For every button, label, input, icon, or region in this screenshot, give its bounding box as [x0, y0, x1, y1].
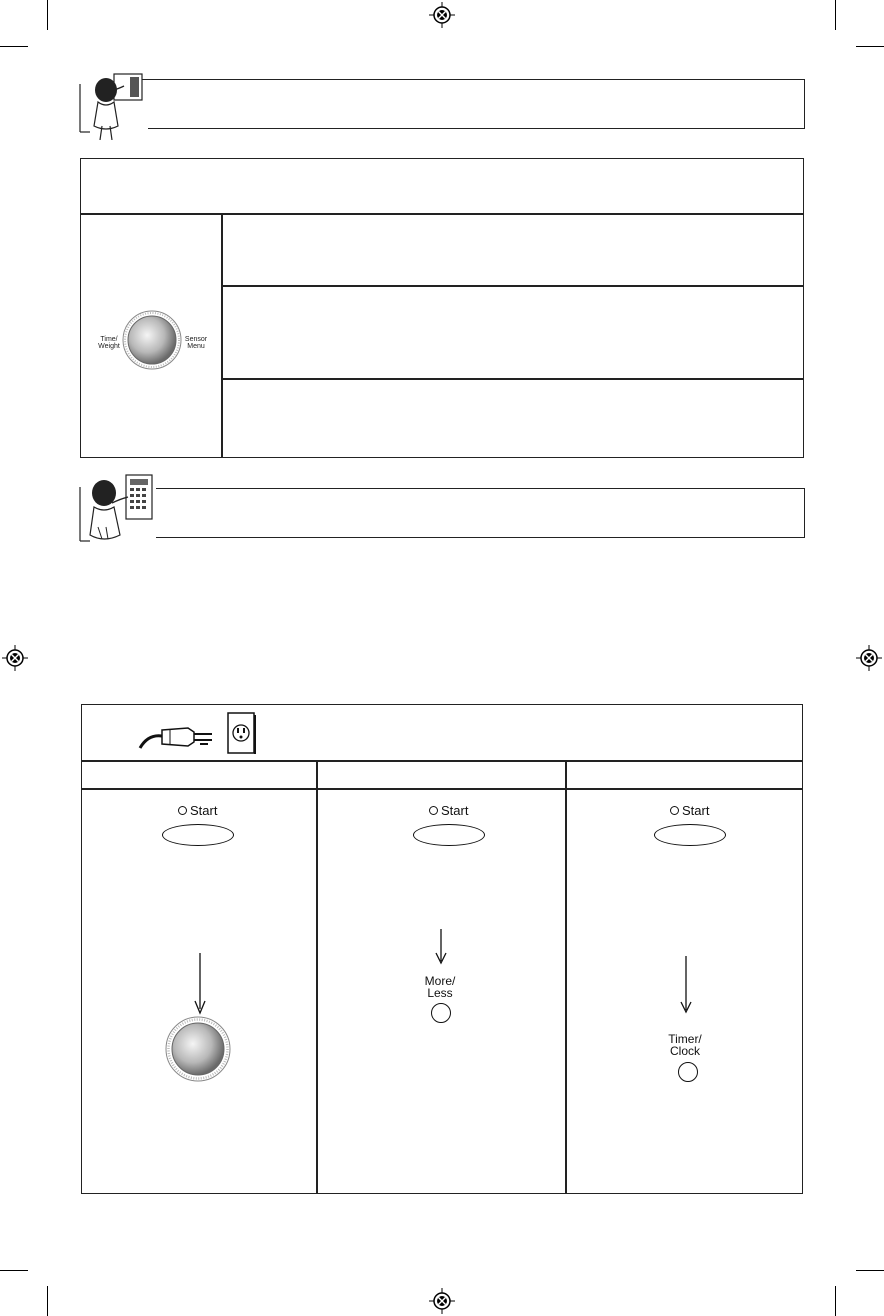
dial-info-table: [80, 158, 804, 458]
crop-mark: [835, 1286, 836, 1316]
divider: [221, 213, 223, 458]
start-button[interactable]: [162, 824, 234, 846]
power-plug-icon: [138, 718, 218, 752]
registration-mark-icon: [429, 2, 455, 28]
start-button[interactable]: [413, 824, 485, 846]
woman-at-control-panel-icon: [76, 473, 158, 545]
crop-mark: [856, 46, 884, 47]
time-weight-sensor-dial[interactable]: [165, 1016, 231, 1082]
registration-mark-icon: [429, 1288, 455, 1314]
divider: [221, 378, 804, 380]
indicator-light-icon: [429, 806, 438, 815]
divider: [81, 788, 803, 790]
crop-mark: [47, 1286, 48, 1316]
start-button[interactable]: [654, 824, 726, 846]
divider: [81, 760, 803, 762]
down-arrow-icon: [680, 956, 692, 1014]
time-weight-sensor-dial[interactable]: [122, 310, 182, 370]
wall-outlet-icon: [226, 711, 258, 755]
more-less-label: More/ Less: [424, 974, 456, 1000]
time-weight-label: Time/ Weight: [98, 336, 120, 350]
indicator-light-icon: [178, 806, 187, 815]
start-indicator-label: Start: [429, 803, 468, 818]
section-header-2: [150, 488, 805, 538]
section-header-1: [120, 79, 805, 129]
timer-clock-button[interactable]: [678, 1062, 698, 1082]
crop-mark: [0, 1270, 28, 1271]
registration-mark-icon: [2, 645, 28, 671]
crop-mark: [835, 0, 836, 30]
start-indicator-label: Start: [178, 803, 217, 818]
sensor-menu-label: Sensor Menu: [184, 336, 208, 350]
down-arrow-icon: [435, 929, 447, 965]
crop-mark: [0, 46, 28, 47]
divider: [316, 760, 318, 1194]
divider: [565, 760, 567, 1194]
woman-opening-oven-icon: [76, 68, 150, 140]
timer-clock-label: Timer/ Clock: [668, 1032, 702, 1058]
crop-mark: [47, 0, 48, 30]
start-indicator-label: Start: [670, 803, 709, 818]
down-arrow-icon: [194, 953, 206, 1015]
more-less-button[interactable]: [431, 1003, 451, 1023]
divider: [221, 285, 804, 287]
indicator-light-icon: [670, 806, 679, 815]
crop-mark: [856, 1270, 884, 1271]
divider: [80, 213, 804, 215]
registration-mark-icon: [856, 645, 882, 671]
